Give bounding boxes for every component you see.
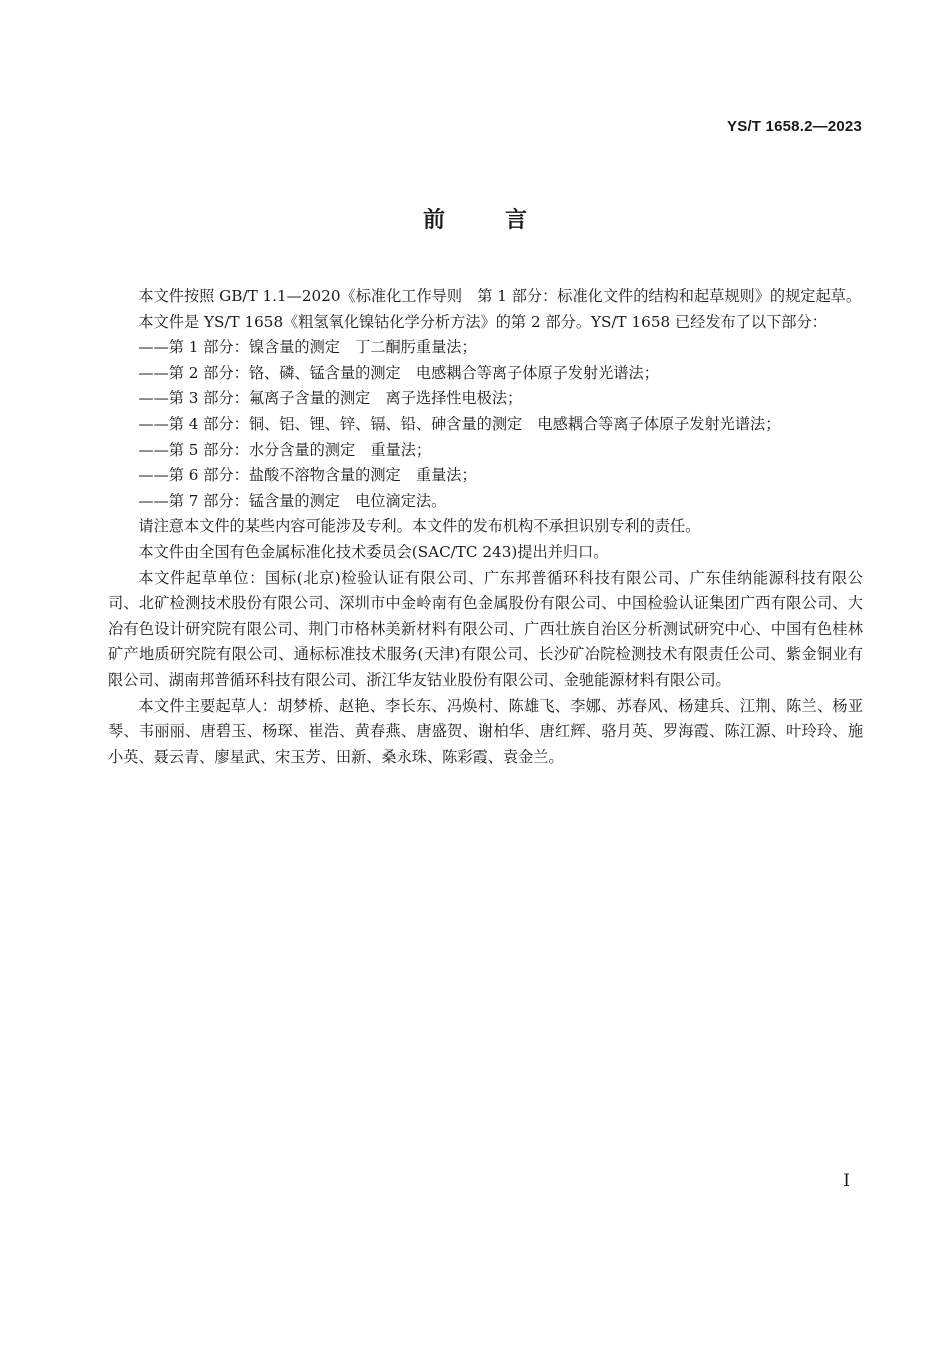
part-list-item: ——第 4 部分：铜、铝、锂、锌、镉、铅、砷含量的测定 电感耦合等离子体原子发射光谱法； xyxy=(138,414,781,433)
committee-paragraph: 本文件由全国有色金属标准化技术委员会(SAC/TC 243)提出并归口。 xyxy=(138,542,609,561)
part-list-item: ——第 3 部分：氟离子含量的测定 离子选择性电极法； xyxy=(138,389,523,408)
part-list-item: ——第 7 部分：锰含量的测定 电位滴定法。 xyxy=(138,491,447,510)
drafting-units-paragraph: 本文件起草单位：国标(北京)检验认证有限公司、广东邦普循环科技有限公司、广东佳纳能源科技有限公司、北矿检测技术股份有限公司、深圳市中金岭南有色金属股份有限公司、中国检验认证集团广西有限公司、大冶有色设计研究院有限公司、荆门市格林美新材料有限公司、广西壮族自治区分析测试研究中心、中国有色桂林矿产地质研究院有限公司、通标标准技术服务(天津)有限公司、长沙矿冶院检测技术有限责任公司、紫金铜业有限公司、湖南邦普循环科技有限公司、浙江华友钴业股份有限公司、金驰能源材料有限公司。 xyxy=(108,568,863,689)
patent-notice: 请注意本文件的某些内容可能涉及专利。本文件的发布机构不承担识别专利的责任。 xyxy=(138,517,701,536)
part-list-item: ——第 5 部分：水分含量的测定 重量法； xyxy=(138,440,432,459)
standard-code: YS/T 1658.2—2023 xyxy=(727,118,862,135)
page-number: I xyxy=(843,1171,850,1191)
drafters-paragraph: 本文件主要起草人：胡梦桥、赵艳、李长东、冯焕村、陈雄飞、李娜、苏春风、杨建兵、江荆、陈兰、杨亚琴、韦丽丽、唐碧玉、杨琛、崔浩、黄春燕、唐盛贺、谢柏华、唐红辉、骆月英、罗海霞、陈江源、叶玲玲、施小英、聂云青、廖星武、宋玉芳、田新、桑永珠、陈彩霞、袁金兰。 xyxy=(108,696,863,766)
part-list-item: ——第 2 部分：铬、磷、锰含量的测定 电感耦合等离子体原子发射光谱法； xyxy=(138,363,659,382)
series-paragraph: 本文件是 YS/T 1658《粗氢氧化镍钴化学分析方法》的第 2 部分。YS/T 1658 已经发布了以下部分： xyxy=(138,312,827,331)
intro-paragraph: 本文件按照 GB/T 1.1—2020《标准化工作导则 第 1 部分：标准化文件的结构和起草规则》的规定起草。 xyxy=(138,287,862,305)
page-title: 前言 xyxy=(422,208,587,233)
part-list-item: ——第 6 部分：盐酸不溶物含量的测定 重量法； xyxy=(138,466,477,485)
part-list-item: ——第 1 部分：镍含量的测定 丁二酮肟重量法； xyxy=(138,338,477,357)
foreword-body xyxy=(108,284,863,770)
